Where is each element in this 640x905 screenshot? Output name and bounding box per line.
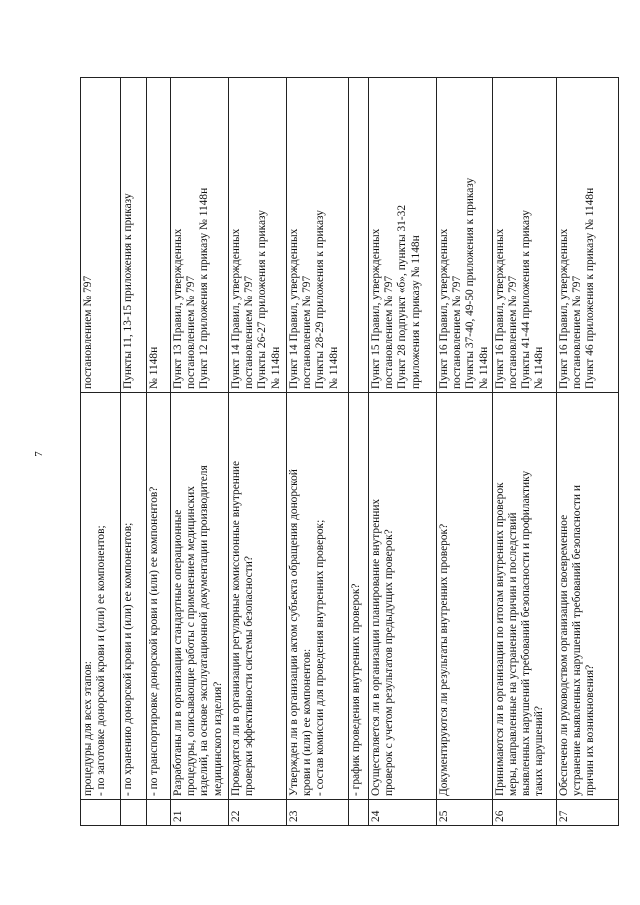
- reference-line: Пункты 28-29 приложения к приказу: [314, 210, 327, 389]
- reference-line: Пункт 46 приложения к приказу № 1148н: [584, 187, 597, 389]
- reference-line: Пункты 41-44 приложения к приказу: [520, 210, 533, 389]
- reference-cell: [369, 78, 437, 393]
- table-row: [349, 78, 369, 826]
- reference-line: постановлением № 797: [82, 275, 94, 389]
- row-number: 22: [229, 800, 287, 826]
- reference-line: № 1148н: [533, 346, 546, 389]
- row-number: 25: [437, 800, 493, 826]
- question-line: крови и (или) ее компонентов:: [301, 648, 314, 796]
- reference-line: Пункт 12 приложения к приказу № 1148н: [198, 187, 211, 389]
- table-row: [492, 78, 556, 826]
- row-number: [81, 800, 121, 826]
- reference-cell: [287, 78, 349, 393]
- reference-line: приложения к приказу № 1148н: [409, 235, 422, 389]
- reference-cell: [349, 78, 369, 393]
- table-row: [437, 78, 493, 826]
- question-line: - состав комиссии для проведения внутренних проверок;: [314, 519, 327, 796]
- table-row: [369, 78, 437, 826]
- question-line: Разработаны ли в организации стандартные операционные: [172, 509, 184, 796]
- reference-line: № 1148н: [327, 346, 340, 389]
- reference-line: постановлением № 797: [507, 275, 520, 389]
- reference-cell: [229, 78, 287, 393]
- question-line: Осуществляется ли в организации планирование внутренних: [370, 498, 382, 796]
- question-line: проверки эффективности системы безопасности?: [243, 556, 256, 796]
- table-row: [81, 78, 121, 826]
- question-line: устранение выявленных нарушений требований безопасности и: [571, 485, 584, 796]
- reference-cell: [81, 78, 121, 393]
- question-line: Принимаются ли в организации по итогам внутренних проверок: [493, 482, 506, 796]
- question-line: Документируются ли результаты внутренних проверок?: [438, 523, 450, 796]
- reference-line: Пункт 14 Правил, утвержденных: [288, 228, 300, 389]
- reference-line: Пункты 26-27 приложения к приказу: [256, 210, 269, 389]
- row-number: [147, 800, 171, 826]
- row-number: [121, 800, 147, 826]
- question-line: Проводятся ли в организации регулярные комиссионные внутренние: [230, 460, 242, 796]
- table-row: [121, 78, 147, 826]
- reference-cell: [147, 78, 171, 393]
- reference-cell: [437, 78, 493, 393]
- question-line: причин их возникновения?: [584, 664, 597, 796]
- question-line: - по транспортировке донорской крови и (или) ее компонентов?: [148, 486, 160, 796]
- reference-line: № 1148н: [148, 346, 160, 389]
- reference-cell: [556, 78, 618, 393]
- reference-line: постановлением № 797: [243, 275, 256, 389]
- reference-line: Пункт 15 Правил, утвержденных: [370, 228, 382, 389]
- question-cell: [81, 393, 121, 800]
- table-row: [556, 78, 618, 826]
- reference-line: постановлением № 797: [571, 275, 584, 389]
- question-line: Обеспечено ли руководством организации своевременное: [557, 514, 570, 796]
- reference-line: постановлением № 797: [383, 275, 396, 389]
- reference-line: постановлением № 797: [185, 275, 198, 389]
- reference-line: Пункт 16 Правил, утвержденных: [557, 228, 570, 389]
- reference-line: № 1148н: [477, 346, 490, 389]
- question-cell: [349, 393, 369, 800]
- question-line: таких нарушений?: [533, 706, 546, 796]
- question-cell: [492, 393, 556, 800]
- reference-line: № 1148н: [269, 346, 282, 389]
- row-number: 26: [492, 800, 556, 826]
- question-cell: [437, 393, 493, 800]
- page-number: 7: [32, 451, 45, 457]
- question-line: процедуры, описывающие работы с применением медицинских: [185, 486, 198, 796]
- row-number: 24: [369, 800, 437, 826]
- rotated-page-content: [80, 78, 597, 826]
- reference-line: Пункт 14 Правил, утвержденных: [230, 228, 242, 389]
- row-number: 27: [556, 800, 618, 826]
- question-line: медицинского изделия?: [211, 681, 224, 796]
- question-line: Утвержден ли в организации актом субъекта обращения донорской: [288, 469, 300, 796]
- question-cell: [121, 393, 147, 800]
- checklist-table: [80, 77, 619, 826]
- reference-line: постановлением № 797: [301, 275, 314, 389]
- reference-cell: [492, 78, 556, 393]
- question-line: - по заготовке донорской крови и (или) ее компонентов;: [95, 525, 108, 796]
- checklist-rows: [81, 78, 619, 826]
- question-cell: [287, 393, 349, 800]
- question-line: меры, направленные на устранение причин и последствий: [507, 512, 520, 796]
- table-row: [229, 78, 287, 826]
- row-number: [349, 800, 369, 826]
- reference-line: постановлением № 797: [451, 275, 464, 389]
- question-cell: [147, 393, 171, 800]
- question-line: процедуры для всех этапов:: [82, 661, 94, 796]
- row-number: 21: [171, 800, 229, 826]
- row-number: 23: [287, 800, 349, 826]
- question-cell: [171, 393, 229, 800]
- question-line: проверок с учетом результатов предыдущих проверок?: [383, 529, 396, 796]
- question-line: - график проведения внутренних проверок?: [350, 583, 362, 796]
- question-line: - по хранению донорской крови и (или) ее компонентов;: [122, 522, 134, 796]
- reference-line: Пункт 16 Правил, утвержденных: [493, 228, 506, 389]
- table-row: [171, 78, 229, 826]
- reference-line: Пункты 11, 13-15 приложения к приказу: [122, 193, 134, 389]
- reference-line: Пункт 13 Правил, утвержденных: [172, 228, 184, 389]
- question-line: изделий, на основе эксплуатационной документации производителя: [198, 465, 211, 796]
- question-cell: [229, 393, 287, 800]
- question-line: выявленных нарушений требований безопасности и профилактику: [520, 470, 533, 796]
- question-cell: [369, 393, 437, 800]
- reference-line: Пункты 37-40, 49-50 приложения к приказу: [464, 177, 477, 389]
- reference-line: Пункт 16 Правил, утвержденных: [438, 228, 450, 389]
- reference-cell: [121, 78, 147, 393]
- table-row: [147, 78, 171, 826]
- table-row: [287, 78, 349, 826]
- reference-line: Пункт 28 подпункт «б», пункты 31-32: [396, 204, 409, 389]
- reference-cell: [171, 78, 229, 393]
- question-cell: [556, 393, 618, 800]
